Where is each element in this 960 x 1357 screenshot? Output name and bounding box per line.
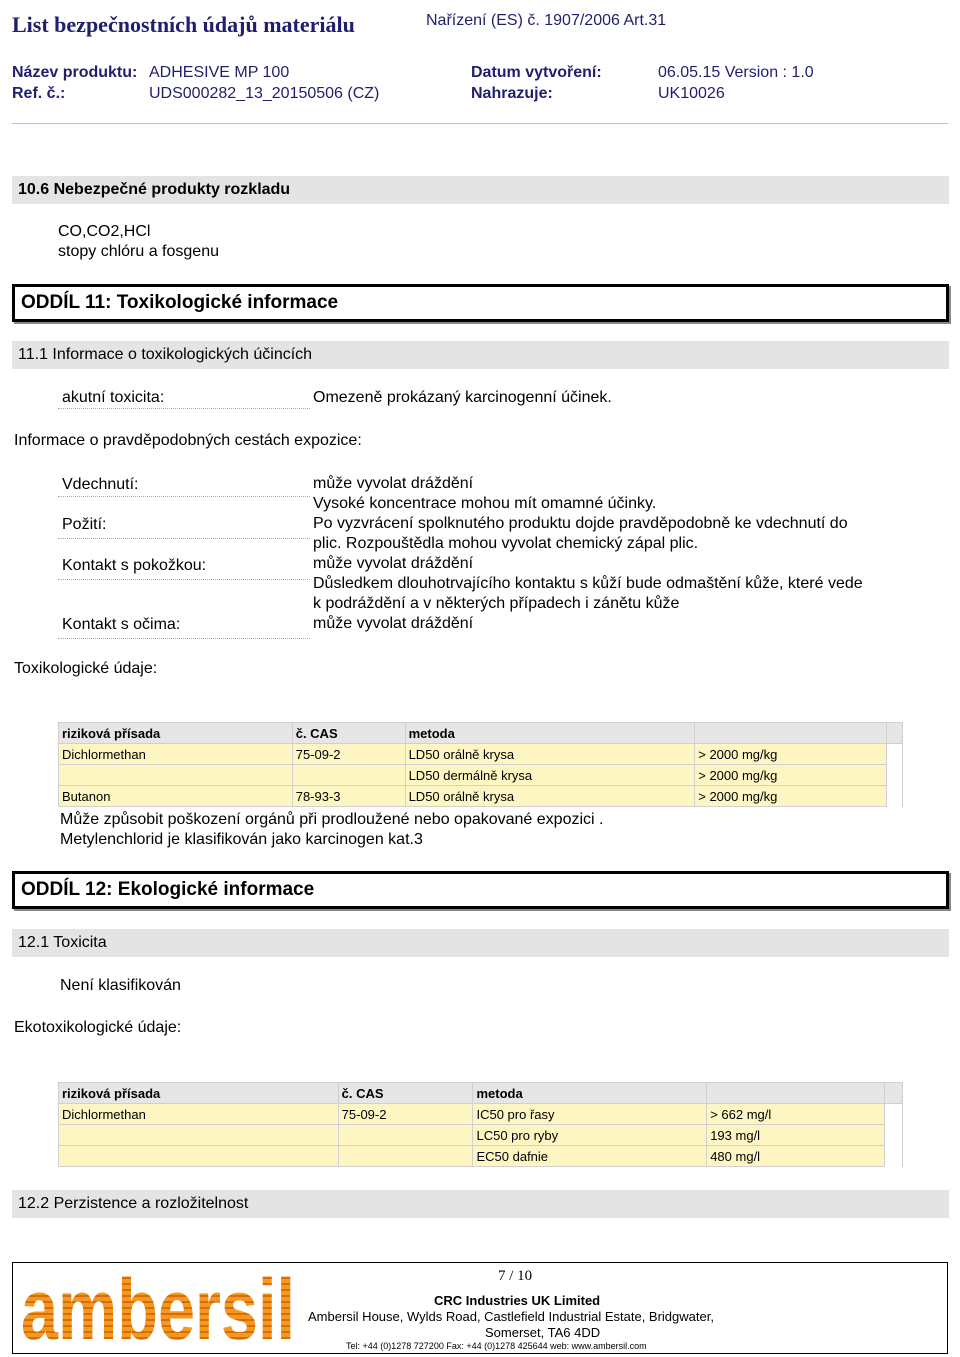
route-value-2: Vysoké koncentrace mohou mít omamné účinky. bbox=[313, 495, 657, 512]
table-cell: Dichlormethan bbox=[59, 744, 293, 765]
table-cell: 193 mg/l bbox=[707, 1125, 885, 1146]
column-header: riziková přísada bbox=[59, 1083, 339, 1104]
table-cell: 75-09-2 bbox=[338, 1104, 473, 1125]
table-cell: IC50 pro řasy bbox=[473, 1104, 707, 1125]
product-name-label: Název produktu: bbox=[12, 64, 138, 81]
decomposition-products-line1: CO,CO2,HCl bbox=[58, 223, 151, 240]
section-10-6-heading: 10.6 Nebezpečné produkty rozkladu bbox=[12, 176, 949, 204]
table-row bbox=[59, 1104, 903, 1125]
route-value-4: plic. Rozpouštědla mohou vyvolat chemický zápal plic. bbox=[313, 535, 699, 552]
logo-wordmark: ambersil bbox=[21, 1262, 295, 1357]
company-name: CRC Industries UK Limited bbox=[434, 1293, 601, 1308]
table-cell: LC50 pro ryby bbox=[473, 1125, 707, 1146]
company-address-line2: Somerset, TA6 4DD bbox=[485, 1325, 601, 1340]
route-value-8: může vyvolat dráždění bbox=[313, 615, 474, 632]
document-title: List bezpečnostních údajů materiálu bbox=[12, 12, 355, 37]
route-value-5: může vyvolat dráždění bbox=[313, 555, 474, 572]
table-cell bbox=[338, 1146, 473, 1167]
table-cell: > 2000 mg/kg bbox=[695, 765, 887, 786]
table-cell: > 2000 mg/kg bbox=[695, 786, 887, 807]
toxicological-data-heading: Toxikologické údaje: bbox=[14, 660, 158, 677]
table-cell bbox=[884, 1125, 902, 1146]
table-row bbox=[59, 744, 903, 765]
table-cell bbox=[884, 1104, 902, 1125]
regulation-reference: Nařízení (ES) č. 1907/2006 Art.31 bbox=[426, 12, 667, 29]
column-header bbox=[695, 723, 887, 744]
product-name-value: ADHESIVE MP 100 bbox=[149, 64, 290, 81]
table-header-row bbox=[59, 723, 903, 744]
exposure-routes-heading: Informace o pravděpodobných cestách expozice: bbox=[14, 432, 362, 449]
route-value-1: může vyvolat dráždění bbox=[313, 475, 474, 492]
company-contact: Tel: +44 (0)1278 727200 Fax: +44 (0)1278 425644 web: www.ambersil.com bbox=[346, 1341, 647, 1351]
column-header bbox=[887, 723, 903, 744]
ref-label: Ref. č.: bbox=[12, 85, 66, 102]
column-header bbox=[884, 1083, 902, 1104]
table-row bbox=[59, 765, 903, 786]
route-value-7: k podráždění a v některých případech i zánětu kůže bbox=[313, 595, 680, 612]
ecotoxicology-table bbox=[58, 1082, 903, 1167]
table-cell bbox=[887, 786, 903, 807]
route-ingestion-cell bbox=[58, 512, 310, 539]
decomposition-products-line2: stopy chlóru a fosgenu bbox=[58, 243, 219, 260]
table-cell bbox=[59, 1125, 339, 1146]
toxicology-note-2: Metylenchlorid je klasifikován jako karcinogen kat.3 bbox=[60, 831, 423, 848]
section-12-heading: ODDÍL 12: Ekologické informace bbox=[12, 871, 949, 909]
ambersil-logo bbox=[19, 1262, 299, 1357]
route-value-3: Po vyzvrácení spolknutého produktu dojde pravděpodobně ke vdechnutí do bbox=[313, 515, 848, 532]
column-header: metoda bbox=[473, 1083, 707, 1104]
route-inhalation-cell bbox=[58, 472, 310, 497]
replaces-value: UK10026 bbox=[658, 85, 725, 102]
column-header: č. CAS bbox=[292, 723, 405, 744]
table-cell: Butanon bbox=[59, 786, 293, 807]
table-cell bbox=[887, 744, 903, 765]
section-12-2-heading: 12.2 Perzistence a rozložitelnost bbox=[12, 1190, 949, 1218]
table-cell bbox=[292, 765, 405, 786]
toxicology-table bbox=[58, 722, 903, 807]
table-cell: EC50 dafnie bbox=[473, 1146, 707, 1167]
table-cell: Dichlormethan bbox=[59, 1104, 339, 1125]
route-value-6: Důsledkem dlouhotrvajícího kontaktu s kůží bude odmaštění kůže, které vede bbox=[313, 575, 863, 592]
replaces-label: Nahrazuje: bbox=[471, 85, 553, 102]
table-cell: LD50 orálně krysa bbox=[405, 786, 695, 807]
table-cell: 78-93-3 bbox=[292, 786, 405, 807]
route-eye-cell bbox=[58, 612, 310, 639]
table-cell bbox=[59, 1146, 339, 1167]
column-header: č. CAS bbox=[338, 1083, 473, 1104]
table-cell bbox=[884, 1146, 902, 1167]
company-address-line1: Ambersil House, Wylds Road, Castlefield Industrial Estate, Bridgwater, bbox=[308, 1309, 714, 1324]
table-cell bbox=[887, 765, 903, 786]
ecotoxicological-data-heading: Ekotoxikologické údaje: bbox=[14, 1019, 182, 1036]
route-skin-label: Kontakt s pokožkou: bbox=[62, 557, 207, 574]
section-12-1-heading: 12.1 Toxicita bbox=[12, 929, 949, 957]
acute-toxicity-value: Omezeně prokázaný karcinogenní účinek. bbox=[313, 389, 612, 406]
column-header: riziková přísada bbox=[59, 723, 293, 744]
table-row bbox=[59, 786, 903, 807]
route-eye-label: Kontakt s očima: bbox=[62, 616, 181, 633]
table-cell: 480 mg/l bbox=[707, 1146, 885, 1167]
created-date-value: 06.05.15 Version : 1.0 bbox=[658, 64, 814, 81]
toxicology-note-1: Může způsobit poškození orgánů při prodloužené nebo opakované expozici . bbox=[60, 811, 604, 828]
table-cell bbox=[59, 765, 293, 786]
column-header: metoda bbox=[405, 723, 695, 744]
not-classified-text: Není klasifikován bbox=[60, 977, 181, 994]
page-number: 7 / 10 bbox=[498, 1268, 533, 1284]
table-header-row bbox=[59, 1083, 903, 1104]
section-11-1-heading: 11.1 Informace o toxikologických účincích bbox=[12, 341, 949, 369]
acute-toxicity-label: akutní toxicita: bbox=[62, 389, 165, 406]
table-cell: > 2000 mg/kg bbox=[695, 744, 887, 765]
table-cell: 75-09-2 bbox=[292, 744, 405, 765]
table-row bbox=[59, 1146, 903, 1167]
acute-toxicity-label-cell bbox=[58, 386, 310, 409]
table-cell bbox=[338, 1125, 473, 1146]
table-cell: > 662 mg/l bbox=[707, 1104, 885, 1125]
table-cell: LD50 dermálně krysa bbox=[405, 765, 695, 786]
table-cell: LD50 orálně krysa bbox=[405, 744, 695, 765]
created-date-label: Datum vytvoření: bbox=[471, 64, 602, 81]
ref-value: UDS000282_13_20150506 (CZ) bbox=[149, 85, 380, 102]
route-ingestion-label: Požití: bbox=[62, 516, 107, 533]
route-inhalation-label: Vdechnutí: bbox=[62, 476, 139, 493]
section-11-heading: ODDÍL 11: Toxikologické informace bbox=[12, 284, 949, 322]
route-skin-cell bbox=[58, 553, 310, 580]
column-header bbox=[707, 1083, 885, 1104]
header-divider bbox=[12, 123, 948, 124]
table-row bbox=[59, 1125, 903, 1146]
